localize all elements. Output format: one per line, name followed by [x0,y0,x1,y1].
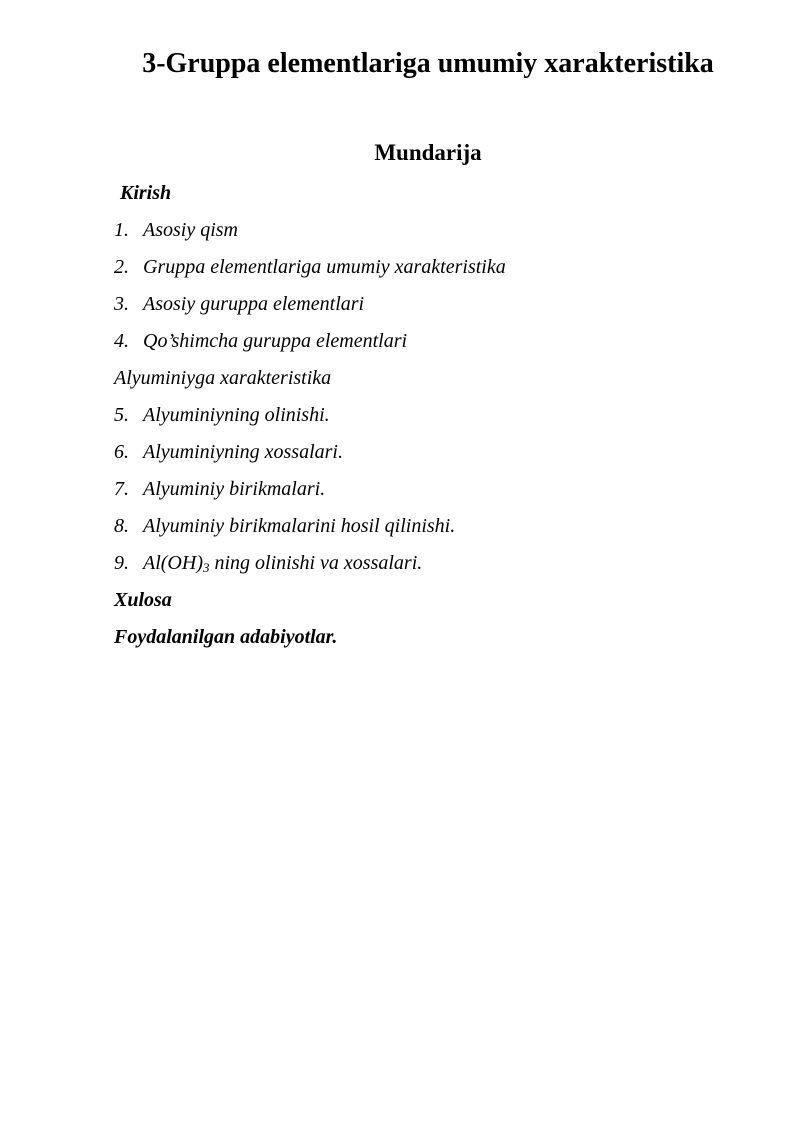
toc-item-text: Alyuminiy birikmalari. [143,478,326,500]
document-title: 3-Gruppa elementlariga umumiy xarakteristika [142,48,714,79]
toc-item-text: ning olinishi va xossalari. [209,552,423,574]
toc-heading: Mundarija [374,140,482,165]
toc-item-number: 4. [114,330,129,352]
toc-item-8 [114,511,754,548]
toc-item-2 [114,252,754,289]
toc-item-4 [114,326,754,363]
toc-item-5 [114,400,754,437]
toc-item-6 [114,437,754,474]
toc-intro: Kirish [120,182,172,204]
toc-item-text: Asosiy qism [143,219,238,241]
toc-item-text: Alyuminiyning xossalari. [143,441,343,463]
toc-item-number: 1. [114,219,129,241]
toc-item-number: 8. [114,515,129,537]
toc-item-text: Qo’shimcha guruppa elementlari [143,330,408,352]
toc-item-text: Alyuminiyning olinishi. [143,404,330,426]
toc-item-number: 2. [114,256,129,278]
toc-item-number: 5. [114,404,129,426]
toc-references: Foydalanilgan adabiyotlar. [114,626,338,648]
toc-item-text: Asosiy guruppa elementlari [143,293,365,315]
toc-item-3 [114,289,754,326]
toc-section-label: Alyuminiyga xarakteristika [114,367,332,389]
table-of-contents [114,178,754,659]
toc-item-7 [114,474,754,511]
toc-item-text: Alyuminiy birikmalarini hosil qilinishi. [143,515,456,537]
toc-item-text: Gruppa elementlariga umumiy xarakteristika [143,256,506,278]
toc-formula-base: Al(OH) [143,552,203,574]
toc-item-number: 9. [114,552,129,574]
toc-item-number: 7. [114,478,129,500]
toc-conclusion: Xulosa [114,589,172,611]
toc-formula-subscript: 3 [202,560,210,575]
toc-item-number: 6. [114,441,129,463]
toc-item-1 [114,215,754,252]
toc-item-number: 3. [114,293,129,315]
toc-item-9 [114,548,754,585]
